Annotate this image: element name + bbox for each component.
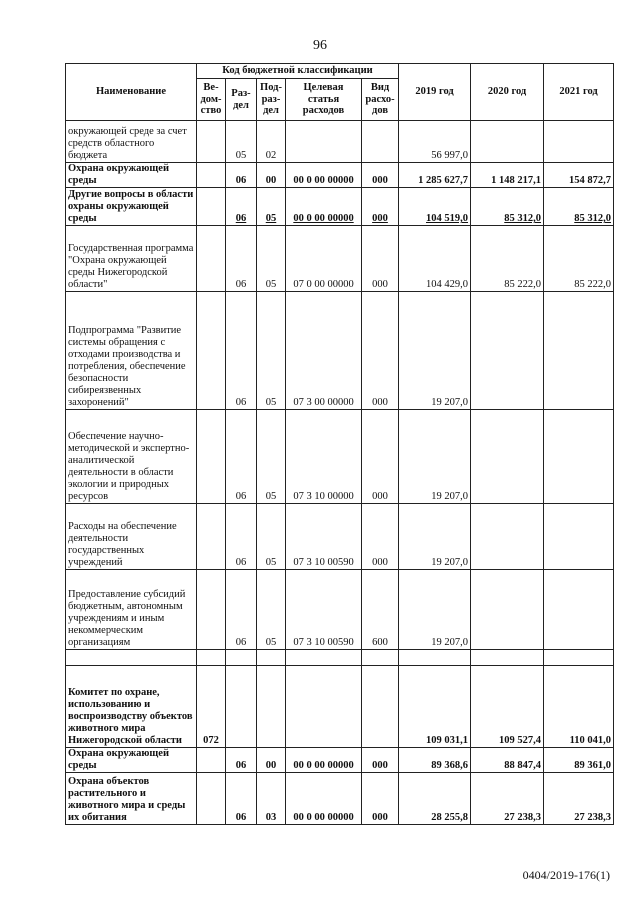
header-2021: 2021 год bbox=[544, 64, 614, 121]
cell-2019: 89 368,6 bbox=[399, 748, 471, 773]
table-row bbox=[66, 188, 614, 226]
cell-razdel: 06 bbox=[226, 504, 257, 570]
cell-razdel bbox=[226, 650, 257, 666]
cell-2020 bbox=[471, 570, 544, 650]
table-row bbox=[66, 748, 614, 773]
table-row bbox=[66, 570, 614, 650]
cell-2021 bbox=[544, 650, 614, 666]
cell-2020: 27 238,3 bbox=[471, 773, 544, 825]
cell-razdel bbox=[226, 666, 257, 748]
cell-2020: 109 527,4 bbox=[471, 666, 544, 748]
cell-razdel: 05 bbox=[226, 121, 257, 163]
cell-razdel: 06 bbox=[226, 226, 257, 292]
cell-2021: 154 872,7 bbox=[544, 163, 614, 188]
cell-target: 00 0 00 00000 bbox=[286, 748, 362, 773]
cell-vedomstvo bbox=[197, 773, 226, 825]
cell-vid: 000 bbox=[362, 226, 399, 292]
cell-2020 bbox=[471, 650, 544, 666]
cell-vedomstvo bbox=[197, 163, 226, 188]
header-name: Наименование bbox=[66, 64, 197, 121]
cell-target: 00 0 00 00000 bbox=[286, 163, 362, 188]
table-row bbox=[66, 292, 614, 410]
cell-vedomstvo bbox=[197, 650, 226, 666]
table-row bbox=[66, 226, 614, 292]
cell-razdel: 06 bbox=[226, 773, 257, 825]
cell-vid: 600 bbox=[362, 570, 399, 650]
cell-vedomstvo bbox=[197, 292, 226, 410]
cell-vedomstvo bbox=[197, 504, 226, 570]
cell-2021: 110 041,0 bbox=[544, 666, 614, 748]
cell-name: Охрана окружающей среды bbox=[66, 748, 197, 773]
cell-2019: 104 519,0 bbox=[399, 188, 471, 226]
header-vedomstvo: Ве-дом-ство bbox=[197, 79, 226, 121]
cell-2021 bbox=[544, 121, 614, 163]
header-podrazdel: Под-раз-дел bbox=[257, 79, 286, 121]
cell-vid bbox=[362, 121, 399, 163]
cell-name: Другие вопросы в области охраны окружающей среды bbox=[66, 188, 197, 226]
cell-razdel: 06 bbox=[226, 188, 257, 226]
budget-table bbox=[65, 63, 614, 825]
header-razdel: Раз-дел bbox=[226, 79, 257, 121]
cell-name: Обеспечение научно-методической и экспертно-аналитической деятельности в области экологии и природных ресурсов bbox=[66, 410, 197, 504]
cell-target: 07 3 10 00590 bbox=[286, 570, 362, 650]
cell-razdel: 06 bbox=[226, 292, 257, 410]
cell-2020 bbox=[471, 410, 544, 504]
cell-2019: 1 285 627,7 bbox=[399, 163, 471, 188]
cell-target bbox=[286, 650, 362, 666]
cell-vid: 000 bbox=[362, 188, 399, 226]
cell-name: Охрана объектов растительного и животного мира и среды их обитания bbox=[66, 773, 197, 825]
cell-name: Предоставление субсидий бюджетным, автономным учреждениям и иным некоммерческим организациям bbox=[66, 570, 197, 650]
cell-vid: 000 bbox=[362, 163, 399, 188]
cell-target: 07 3 00 00000 bbox=[286, 292, 362, 410]
cell-target: 00 0 00 00000 bbox=[286, 188, 362, 226]
cell-target: 07 3 10 00590 bbox=[286, 504, 362, 570]
table-row bbox=[66, 666, 614, 748]
cell-razdel: 06 bbox=[226, 570, 257, 650]
cell-2019: 19 207,0 bbox=[399, 292, 471, 410]
cell-2020: 85 222,0 bbox=[471, 226, 544, 292]
cell-vid: 000 bbox=[362, 748, 399, 773]
cell-podrazdel: 05 bbox=[257, 226, 286, 292]
cell-vedomstvo bbox=[197, 226, 226, 292]
cell-target bbox=[286, 666, 362, 748]
cell-2019: 19 207,0 bbox=[399, 570, 471, 650]
cell-podrazdel: 00 bbox=[257, 748, 286, 773]
cell-2019 bbox=[399, 650, 471, 666]
cell-vid: 000 bbox=[362, 773, 399, 825]
cell-2021 bbox=[544, 570, 614, 650]
cell-vedomstvo bbox=[197, 121, 226, 163]
table-row bbox=[66, 163, 614, 188]
cell-2019: 19 207,0 bbox=[399, 504, 471, 570]
cell-2020: 1 148 217,1 bbox=[471, 163, 544, 188]
cell-vedomstvo bbox=[197, 748, 226, 773]
cell-2021: 85 312,0 bbox=[544, 188, 614, 226]
cell-vid bbox=[362, 650, 399, 666]
cell-name: Подпрограмма "Развитие системы обращения с отходами производства и потребления, обеспечение безопасности сибиреязвенных захоронений" bbox=[66, 292, 197, 410]
table-row bbox=[66, 410, 614, 504]
cell-target: 00 0 00 00000 bbox=[286, 773, 362, 825]
cell-name: Охрана окружающей среды bbox=[66, 163, 197, 188]
cell-target: 07 3 10 00000 bbox=[286, 410, 362, 504]
cell-2019: 104 429,0 bbox=[399, 226, 471, 292]
cell-vedomstvo: 072 bbox=[197, 666, 226, 748]
cell-vid bbox=[362, 666, 399, 748]
cell-vedomstvo bbox=[197, 570, 226, 650]
header-vid: Вид расхо-дов bbox=[362, 79, 399, 121]
cell-name: окружающей среде за счет средств областного бюджета bbox=[66, 121, 197, 163]
cell-razdel: 06 bbox=[226, 748, 257, 773]
cell-2019: 56 997,0 bbox=[399, 121, 471, 163]
cell-vid: 000 bbox=[362, 410, 399, 504]
table-body bbox=[66, 121, 614, 825]
cell-2021: 89 361,0 bbox=[544, 748, 614, 773]
cell-2021 bbox=[544, 410, 614, 504]
cell-2021 bbox=[544, 292, 614, 410]
cell-name bbox=[66, 650, 197, 666]
cell-2020 bbox=[471, 292, 544, 410]
cell-2020: 88 847,4 bbox=[471, 748, 544, 773]
cell-podrazdel: 05 bbox=[257, 188, 286, 226]
cell-podrazdel: 05 bbox=[257, 410, 286, 504]
page-number: 96 bbox=[313, 38, 327, 53]
cell-podrazdel: 02 bbox=[257, 121, 286, 163]
cell-name: Государственная программа "Охрана окружающей среды Нижегородской области" bbox=[66, 226, 197, 292]
table-header bbox=[66, 64, 614, 121]
cell-2019: 28 255,8 bbox=[399, 773, 471, 825]
cell-vid: 000 bbox=[362, 292, 399, 410]
cell-name: Комитет по охране, использованию и воспроизводству объектов животного мира Нижегородской области bbox=[66, 666, 197, 748]
cell-vid: 000 bbox=[362, 504, 399, 570]
table-row bbox=[66, 121, 614, 163]
cell-podrazdel: 05 bbox=[257, 504, 286, 570]
cell-podrazdel: 03 bbox=[257, 773, 286, 825]
cell-target: 07 0 00 00000 bbox=[286, 226, 362, 292]
document-code: 0404/2019-176(1) bbox=[522, 868, 610, 882]
cell-podrazdel: 05 bbox=[257, 570, 286, 650]
table-row bbox=[66, 773, 614, 825]
table-row bbox=[66, 504, 614, 570]
cell-2020 bbox=[471, 504, 544, 570]
cell-2019: 109 031,1 bbox=[399, 666, 471, 748]
cell-razdel: 06 bbox=[226, 410, 257, 504]
cell-2021: 27 238,3 bbox=[544, 773, 614, 825]
cell-2019: 19 207,0 bbox=[399, 410, 471, 504]
cell-podrazdel bbox=[257, 650, 286, 666]
cell-razdel: 06 bbox=[226, 163, 257, 188]
header-target: Целевая статья расходов bbox=[286, 79, 362, 121]
header-2019: 2019 год bbox=[399, 64, 471, 121]
cell-vedomstvo bbox=[197, 410, 226, 504]
header-2020: 2020 год bbox=[471, 64, 544, 121]
cell-podrazdel: 00 bbox=[257, 163, 286, 188]
cell-vedomstvo bbox=[197, 188, 226, 226]
header-budget-classification: Код бюджетной классификации bbox=[197, 64, 399, 79]
cell-2021 bbox=[544, 504, 614, 570]
cell-podrazdel bbox=[257, 666, 286, 748]
cell-2021: 85 222,0 bbox=[544, 226, 614, 292]
cell-2020: 85 312,0 bbox=[471, 188, 544, 226]
cell-2020 bbox=[471, 121, 544, 163]
table-row bbox=[66, 650, 614, 666]
cell-podrazdel: 05 bbox=[257, 292, 286, 410]
cell-target bbox=[286, 121, 362, 163]
cell-name: Расходы на обеспечение деятельности государственных учреждений bbox=[66, 504, 197, 570]
